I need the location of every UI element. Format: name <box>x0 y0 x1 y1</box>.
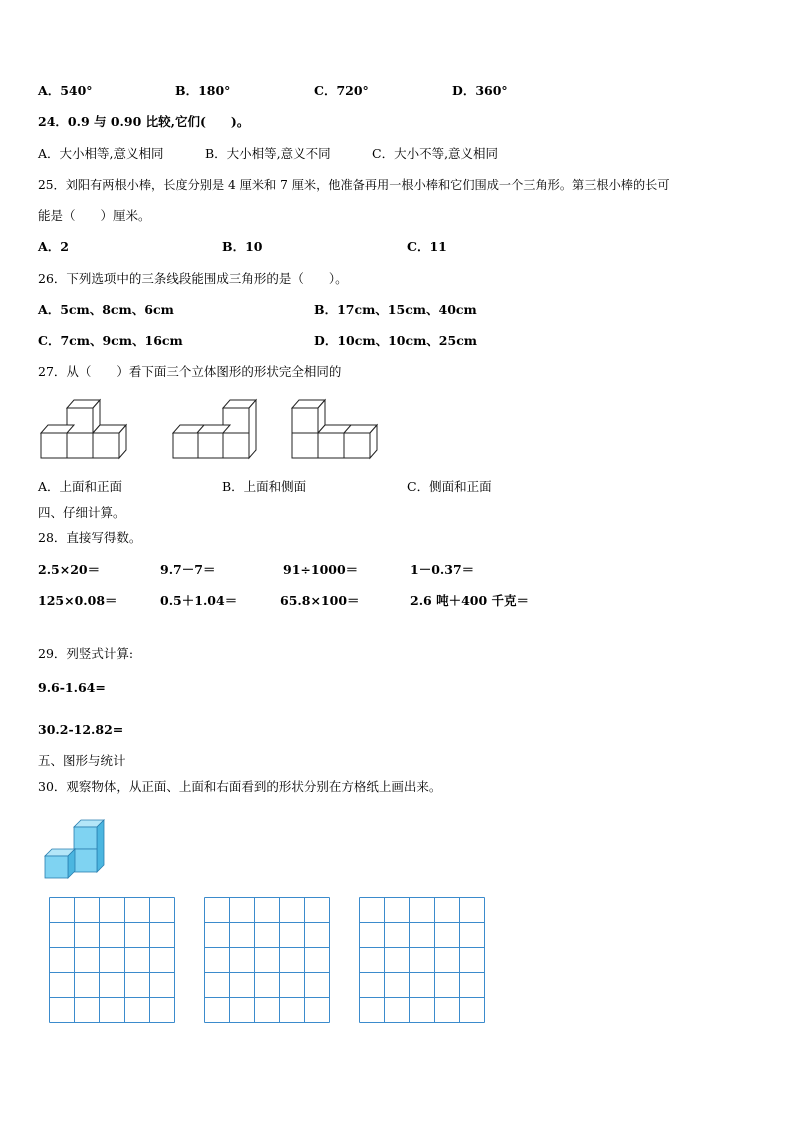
q25-stem-line2: 能是（ ）厘米。 <box>38 208 151 223</box>
q26-option-a: A．5cm、8cm、6cm <box>38 302 174 317</box>
q26-stem: 26．下列选项中的三条线段能围成三角形的是（ ）。 <box>38 271 348 286</box>
q25-option-a: A．2 <box>38 239 69 254</box>
q29-item: 30.2-12.82= <box>38 722 124 737</box>
q29-stem: 29．列竖式计算: <box>38 646 134 661</box>
section-5-heading: 五、图形与统计 <box>38 753 126 768</box>
q26-option-b: B．17cm、15cm、40cm <box>314 302 477 317</box>
q27-option-c: C．侧面和正面 <box>407 479 492 494</box>
q28-item: 9.7－7＝ <box>160 562 216 577</box>
q24-option-b: B．大小相等,意义不同 <box>205 146 331 161</box>
q28-item: 2.5×20＝ <box>38 562 101 577</box>
q30-stem: 30．观察物体，从正面、上面和右面看到的形状分别在方格纸上画出来。 <box>38 779 442 794</box>
q29-item: 9.6-1.64= <box>38 680 106 695</box>
q24-option-c: C．大小不等,意义相同 <box>372 146 499 161</box>
q25-option-c: C．11 <box>407 239 447 254</box>
q28-item: 1－0.37＝ <box>410 562 475 577</box>
front-view-grid[interactable] <box>49 897 175 1023</box>
q30-cube-stack-figure <box>44 818 108 880</box>
q27-solid-figure-2 <box>172 398 272 460</box>
top-view-grid[interactable] <box>204 897 330 1023</box>
section-4-heading: 四、仔细计算。 <box>38 505 126 520</box>
q26-option-c: C．7cm、9cm、16cm <box>38 333 183 348</box>
q25-option-b: B．10 <box>222 239 263 254</box>
q24-stem: 24．0.9 与 0.90 比较,它们( )。 <box>38 114 250 129</box>
q26-option-d: D．10cm、10cm、25cm <box>314 333 478 348</box>
q27-solid-figure-1 <box>40 398 140 460</box>
q23-option-a: A．540° <box>38 83 93 98</box>
q28-item: 2.6 吨＋400 千克＝ <box>410 593 530 608</box>
q28-item: 0.5＋1.04＝ <box>160 593 238 608</box>
right-view-grid[interactable] <box>359 897 485 1023</box>
q28-item: 65.8×100＝ <box>280 593 360 608</box>
q25-stem-line1: 25．刘阳有两根小棒，长度分别是 4 厘米和 7 厘米，他准备再用一根小棒和它们围成一个三角形。第三根小棒的长可 <box>38 178 670 192</box>
q23-option-c: C．720° <box>314 83 369 98</box>
q27-option-a: A．上面和正面 <box>38 479 123 494</box>
q23-option-d: D．360° <box>452 83 508 98</box>
q27-stem: 27．从（ ）看下面三个立体图形的形状完全相同的 <box>38 364 342 379</box>
q28-stem: 28．直接写得数。 <box>38 530 142 545</box>
q24-option-a: A．大小相等,意义相同 <box>38 146 164 161</box>
q27-option-b: B．上面和侧面 <box>222 479 307 494</box>
q27-solid-figure-3 <box>291 398 391 460</box>
q23-option-b: B．180° <box>175 83 231 98</box>
q28-item: 91÷1000＝ <box>283 562 359 577</box>
q28-item: 125×0.08＝ <box>38 593 118 608</box>
